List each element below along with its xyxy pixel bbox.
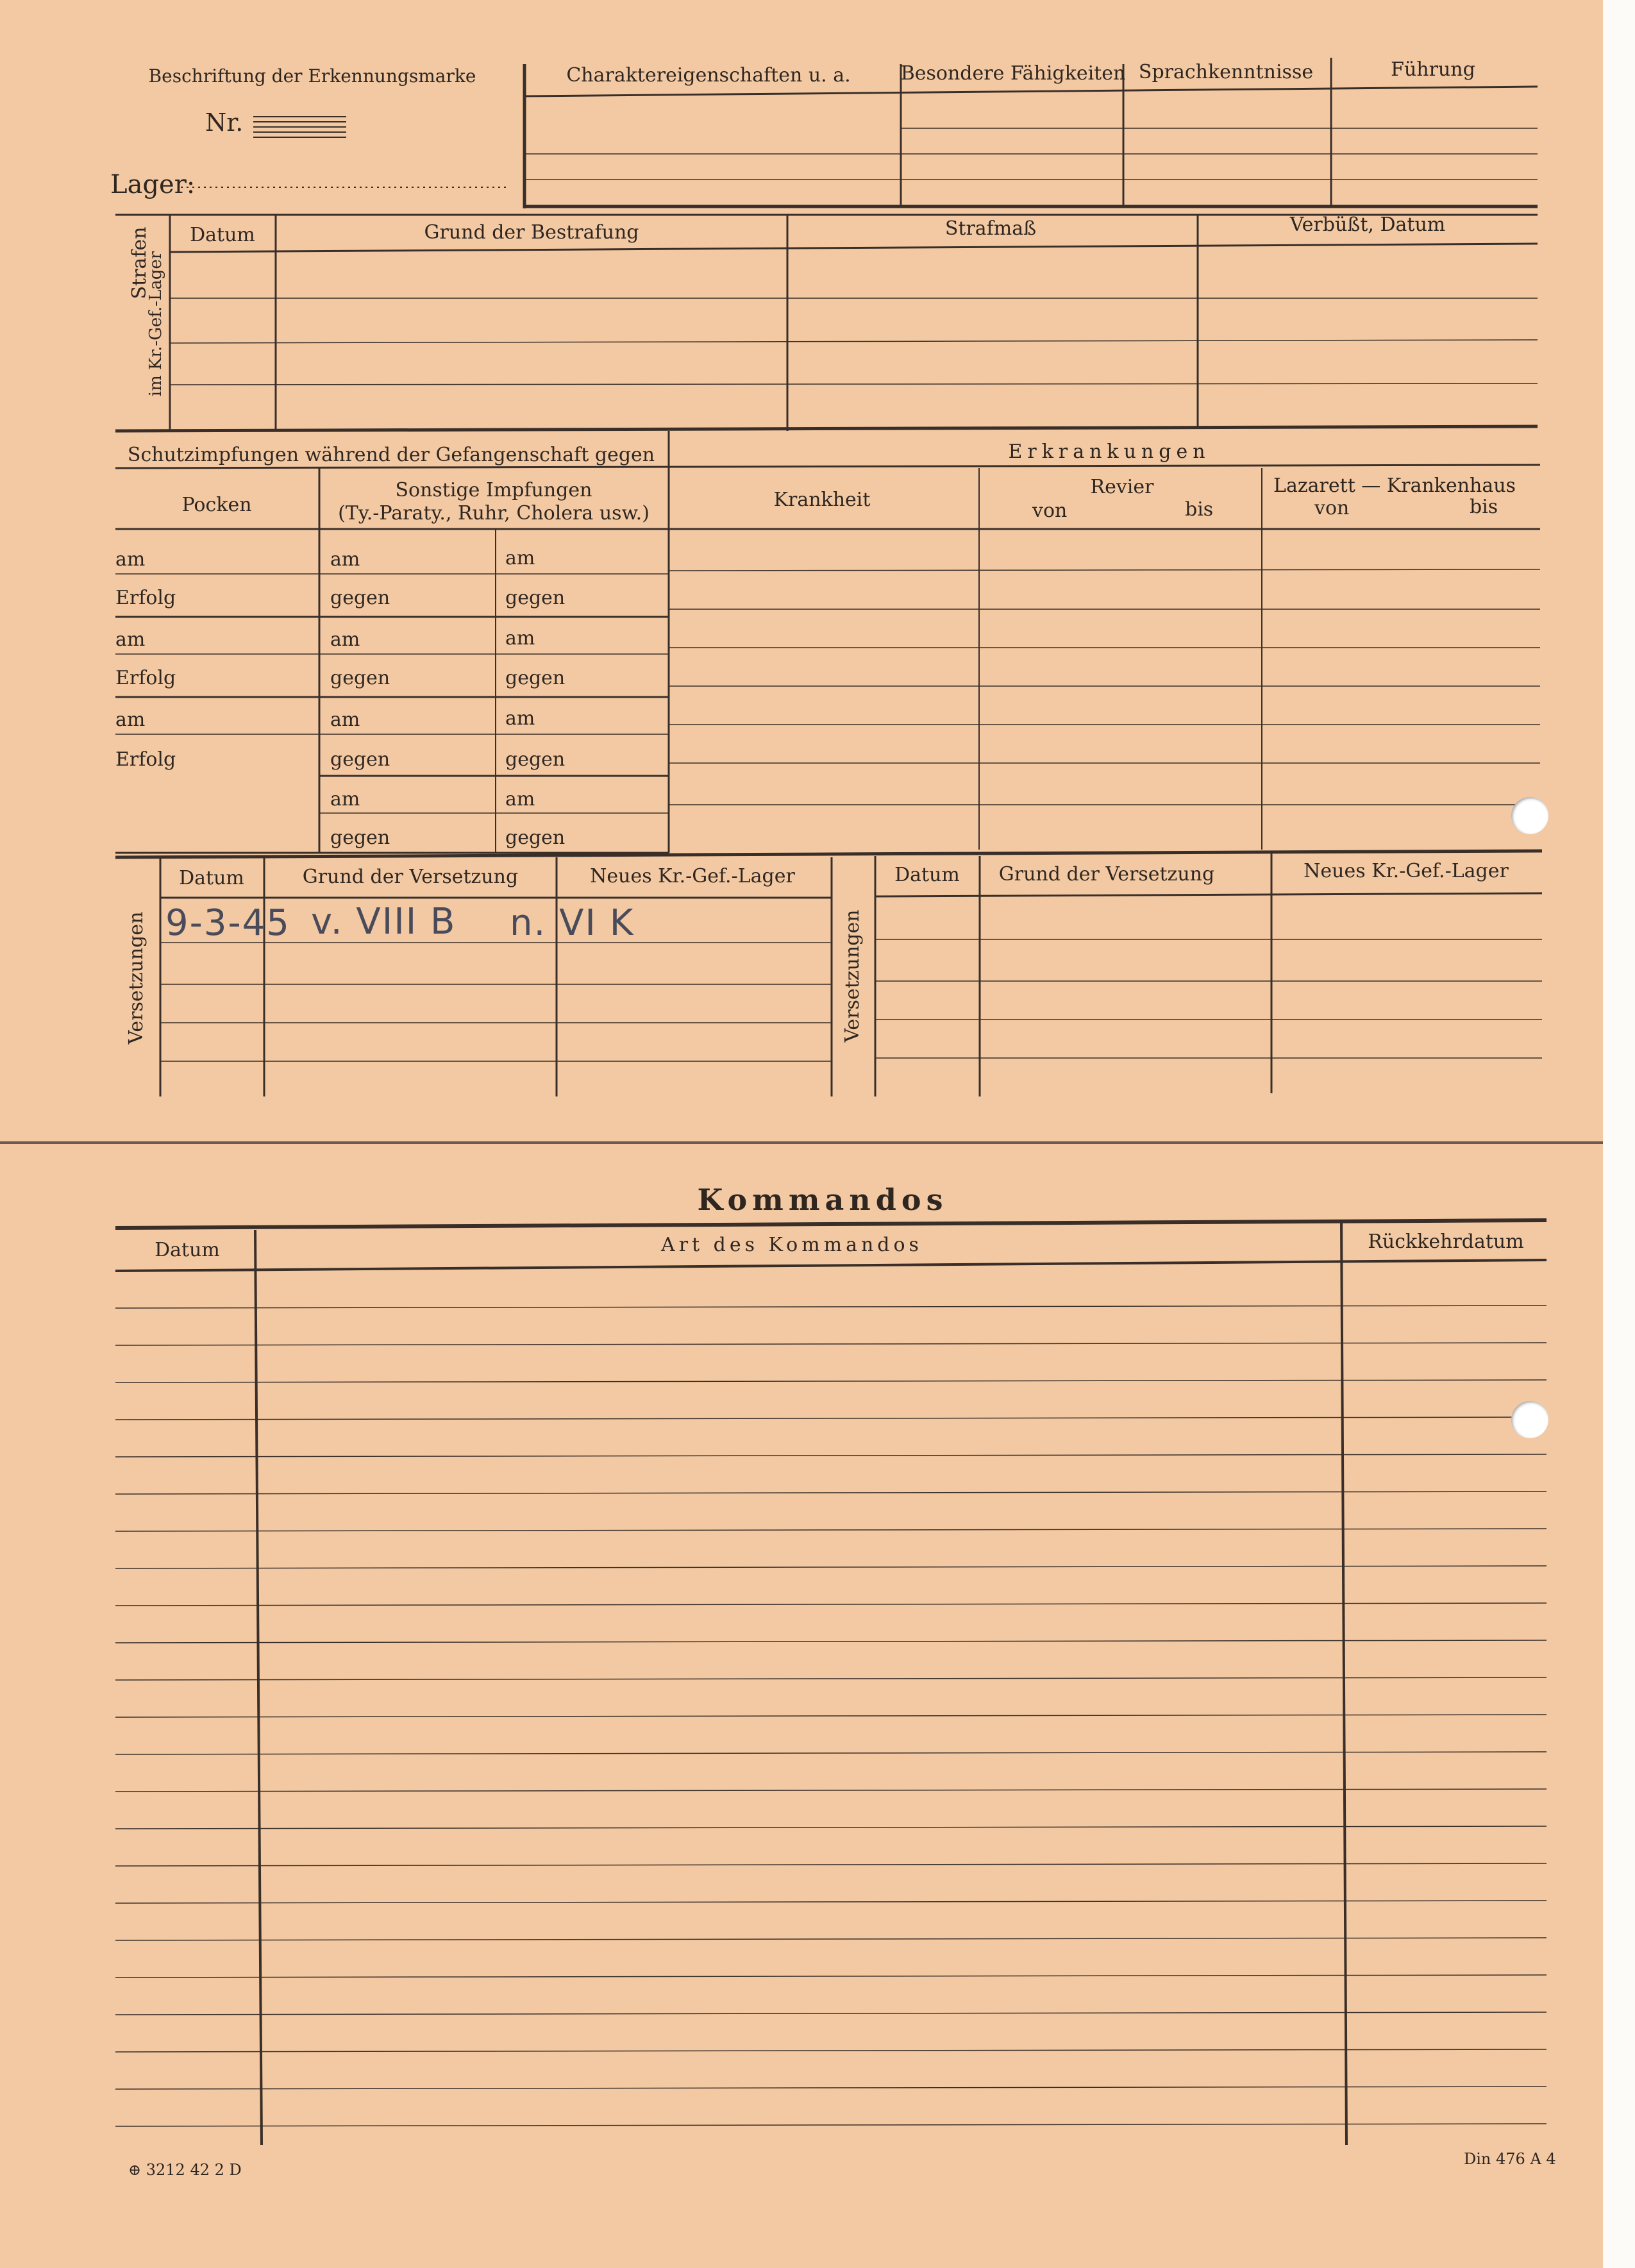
impf-am: am — [115, 628, 146, 651]
kommando-row-line — [115, 1454, 1547, 1457]
impf-gegen: gegen — [330, 587, 390, 609]
impf-gegen: gegen — [505, 748, 566, 771]
lager-label: Lager: — [110, 170, 196, 199]
col-krankheit: Krankheit — [773, 489, 871, 511]
versetzungen-side-label: Versetzungen — [841, 909, 864, 1043]
strafen-col-grund: Grund der Bestrafung — [424, 221, 639, 244]
impf-erfolg: Erfolg — [115, 748, 176, 771]
impf-erfolg: Erfolg — [115, 587, 176, 609]
kommando-row-line — [115, 1343, 1547, 1345]
kommando-row-line — [115, 1826, 1547, 1829]
col-revier: Revier — [1090, 476, 1154, 498]
kommando-row-line — [115, 1901, 1547, 1903]
impf-gegen: gegen — [330, 827, 390, 849]
kommandos-col-datum: Datum — [155, 1239, 220, 1261]
vers-col-datum: Datum — [894, 864, 960, 886]
col-faehigkeiten: Besondere Fähigkeiten — [900, 62, 1126, 85]
impfungen-title: Schutzimpfungen während der Gefangenschaft gegen — [127, 444, 655, 466]
kommando-row-line — [115, 2049, 1547, 2052]
kommandos-title: Kommandos — [697, 1182, 948, 1217]
lazarett-bis: bis — [1470, 496, 1498, 518]
kommando-row-line — [115, 2124, 1547, 2126]
kommando-row-line — [115, 2012, 1547, 2015]
kommandos-col-rueckkehr: Rückkehrdatum — [1368, 1231, 1524, 1253]
impf-gegen: gegen — [505, 667, 566, 689]
lazarett-von: von — [1314, 497, 1350, 519]
strafen-col-strafmass: Strafmaß — [944, 217, 1037, 240]
kommando-row-line — [115, 1715, 1547, 1717]
kommando-row-line — [115, 1789, 1547, 1792]
impf-gegen: gegen — [330, 667, 390, 689]
form-number — [128, 2162, 242, 2178]
col-sonstige-1: Sonstige Impfungen — [395, 479, 592, 501]
strafen-col-datum: Datum — [190, 224, 255, 246]
col-pocken: Pocken — [181, 494, 252, 516]
impf-am: am — [505, 547, 535, 569]
impf-gegen: gegen — [330, 748, 390, 771]
vers-col-grund: Grund der Versetzung — [302, 866, 519, 888]
kommando-row-line — [115, 2087, 1547, 2089]
versetzungen-side-label: Versetzungen — [125, 911, 147, 1045]
din-label: Din 476 A 4 — [1464, 2150, 1556, 2168]
strafen-side-label-1: Strafen — [128, 226, 151, 299]
impf-am: am — [330, 788, 360, 811]
impf-am: am — [115, 548, 146, 571]
impf-am: am — [505, 707, 535, 730]
impf-am: am — [505, 788, 535, 811]
col-sonstige-2: (Ty.-Paraty., Ruhr, Cholera usw.) — [338, 502, 650, 525]
revier-bis: bis — [1185, 498, 1214, 521]
vers-col-lager: Neues Kr.-Gef.-Lager — [590, 865, 795, 887]
kommando-row-line — [115, 1566, 1547, 1568]
impf-am: am — [330, 709, 360, 731]
impf-am: am — [505, 627, 535, 650]
strafen-side-label-2: im Kr.-Gef.-Lager — [146, 251, 165, 397]
impf-am: am — [115, 709, 146, 731]
punch-hole — [1511, 797, 1548, 834]
col-charaktereigenschaften: Charaktereigenschaften u. a. — [566, 64, 851, 87]
kommando-row-line — [115, 1975, 1547, 1978]
erkrankungen-title: Erkrankungen — [1008, 441, 1211, 463]
kommando-row-line — [115, 1640, 1547, 1643]
impf-gegen: gegen — [505, 827, 566, 849]
strafen-col-verbuesst: Verbüßt, Datum — [1289, 214, 1446, 236]
kommandos-col-art: Art des Kommandos — [661, 1234, 923, 1256]
kommando-row-line — [115, 1752, 1547, 1754]
punch-hole — [1511, 1401, 1548, 1438]
kommando-row-line — [115, 1677, 1547, 1680]
tag-label: Beschriftung der Erkennungsmarke — [148, 65, 476, 87]
impf-erfolg: Erfolg — [115, 667, 176, 689]
handwritten-grund: v. VIII B — [311, 901, 457, 943]
col-sprachkenntnisse: Sprachkenntnisse — [1138, 61, 1314, 83]
kommando-row-line — [115, 1529, 1547, 1531]
nr-label: Nr. — [205, 108, 244, 137]
impf-gegen: gegen — [505, 587, 566, 609]
kommando-row-line — [115, 1491, 1547, 1494]
kommando-row-line — [115, 1863, 1547, 1866]
handwritten-lager: n. VI K — [510, 902, 635, 944]
printer-mark-icon: ⊕ — [128, 2161, 142, 2179]
col-fuehrung: Führung — [1391, 58, 1475, 81]
kommando-row-line — [115, 1380, 1547, 1382]
impf-am: am — [330, 628, 360, 651]
vers-col-grund: Grund der Versetzung — [998, 863, 1215, 886]
impf-am: am — [330, 548, 360, 571]
form-number-text: 3212 42 2 D — [146, 2161, 242, 2179]
revier-von: von — [1032, 500, 1068, 522]
vers-col-datum: Datum — [179, 867, 244, 889]
kommando-row-line — [115, 1938, 1547, 1940]
kommando-row-line — [115, 1417, 1547, 1420]
kommando-row-line — [115, 1306, 1547, 1308]
vers-col-lager: Neues Kr.-Gef.-Lager — [1304, 860, 1509, 882]
col-lazarett: Lazarett — Krankenhaus — [1273, 475, 1516, 497]
kommando-row-line — [115, 1603, 1547, 1606]
handwritten-datum: 9-3-45 — [165, 902, 290, 944]
